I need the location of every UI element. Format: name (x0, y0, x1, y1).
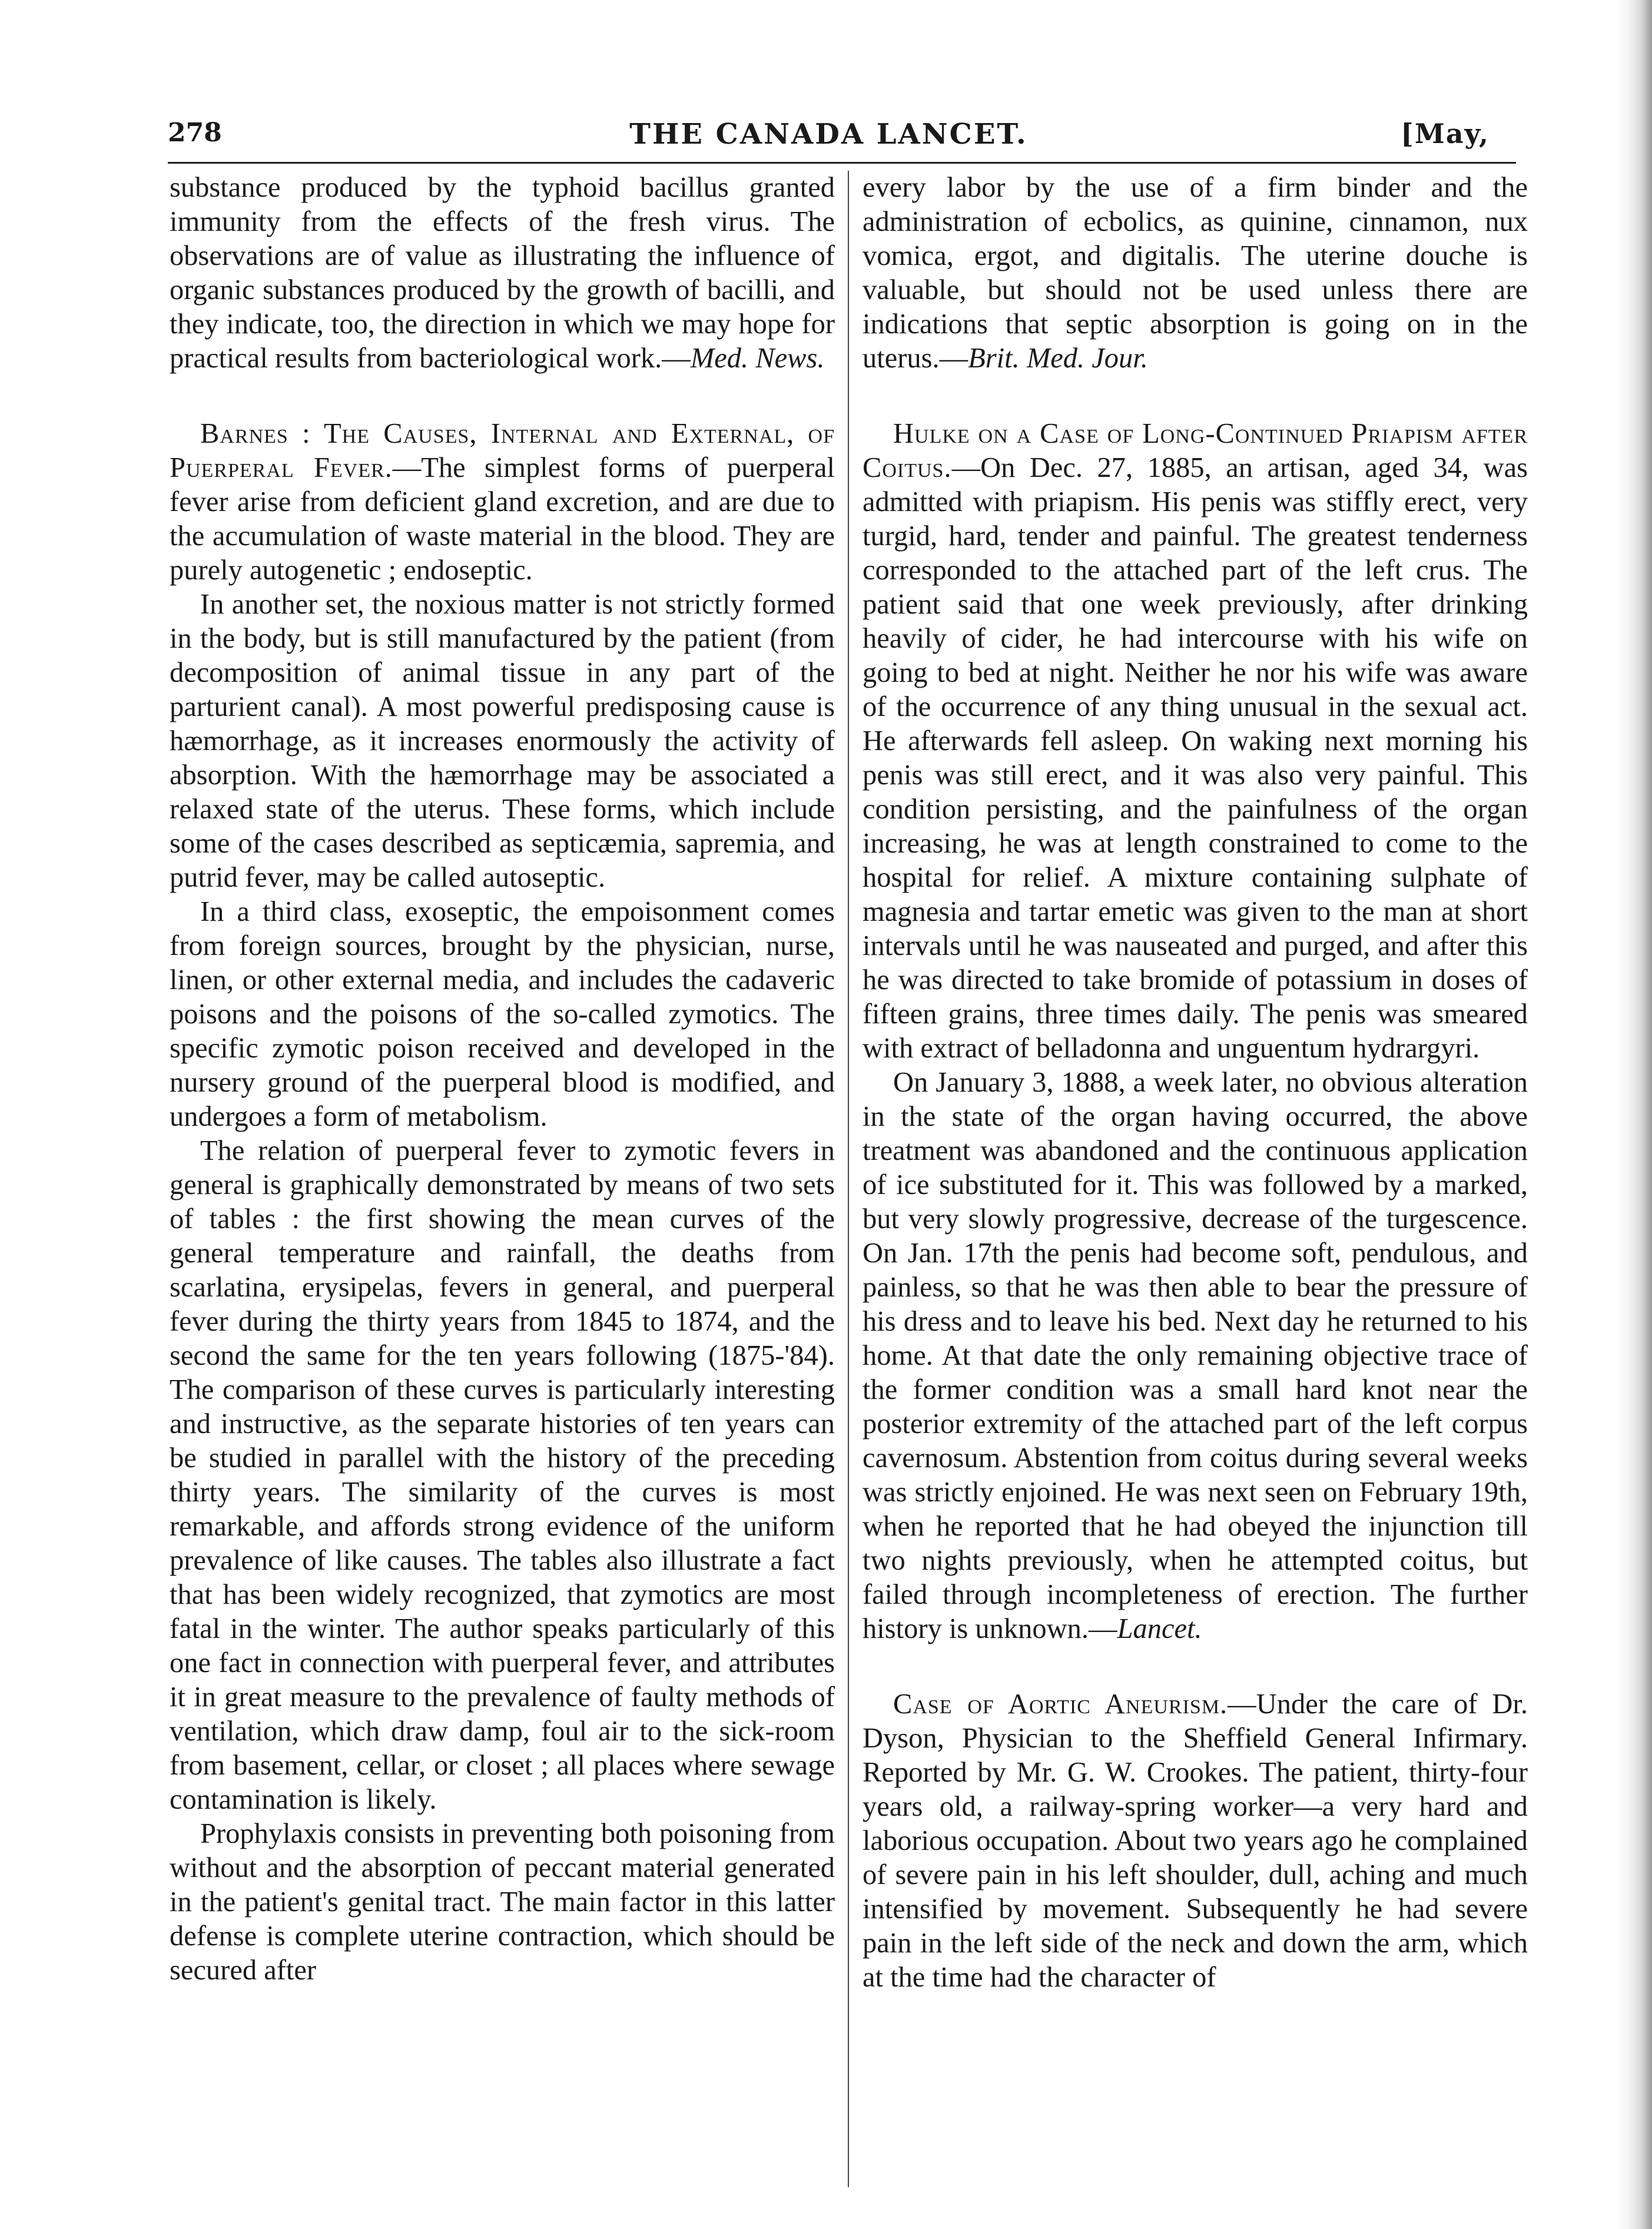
scan-binding-edge (1617, 0, 1652, 2229)
barnes-paragraph-4: The relation of puerperal fever to zymotic fevers in general is graphically demonstrated by means of two sets of tables : the first showing the mean curves of the general temperature and rainfall, the deaths from scarlatina, erysipelas, fevers in general, and puerperal fever during the thirty years from 1845 to 1874, and the second the same for the ten years following (1875-'84). The comparison of these curves is particularly interesting and instructive, as the separate histories of ten years can be studied in parallel with the history of the preceding thirty years. The similarity of the curves is most remarkable, and affords strong evidence of the uniform prevalence of like causes. The tables also illustrate a fact that has been widely recognized, that zymotics are most fatal in the winter. The author speaks particularly of this one fact in connection with puerperal fever, and attributes it in great measure to the prevalence of faulty methods of ventilation, which draw damp, foul air to the sick-room from basement, cellar, or closet ; all places where sewage contamination is likely. (170, 1135, 835, 1815)
header-rule (168, 162, 1516, 164)
right-column (863, 171, 1528, 1995)
journal-title: THE CANADA LANCET. (629, 118, 1028, 151)
barnes-paragraph-3: In a third class, exoseptic, the empoisonment comes from foreign sources, brought by the physician, nurse, linen, or other external media, and includes the cadaveric poisons and the poisons of the so-called zymotics. The specific zymotic poison received and developed in the nursery ground of the puerperal blood is modified, and undergoes a form of metabolism. (170, 896, 835, 1132)
hulke-paragraph-2-text: On January 3, 1888, a week later, no obvious alteration in the state of the organ having occurred, the above treatment was abandoned and the continuous application of ice substituted for it. This was followed by a marked, but very slowly progressive, decrease of the turgescence. On Jan. 17th the penis had become soft, pendulous, and painless, so that he was then able to bear the pressure of his dress and to leave his bed. Next day he returned to his home. At that date the only remaining objective trace of the former condition was a small hard knot near the posterior extremity of the attached part of the left corpus cavernosum. Abstention from coitus during several weeks was strictly enjoined. He was next seen on February 19th, when he reported that he had obeyed the injunction till two nights previously, when he attempted coitus, but failed through incompleteness of erection. The further history is unknown.— (863, 1067, 1528, 1644)
hulke-article-start (863, 417, 1528, 1066)
column-divider (848, 171, 849, 2187)
typhoid-source: Med. News. (690, 343, 825, 374)
hulke-source: Lancet. (1117, 1613, 1202, 1644)
barnes-paragraph-1: —The simplest forms of puerperal fever arise from deficient gland excretion, and are due to the accumulation of waste material in the blood. They are purely autogenetic ; endoseptic. (170, 452, 835, 586)
barnes-source: Brit. Med. Jour. (968, 343, 1148, 374)
page-header (168, 118, 1490, 159)
aortic-article-heading: Case of Aortic Aneurism. (893, 1689, 1228, 1720)
barnes-article-heading: Barnes : The Causes, Internal and External, of Puerperal Fever. (170, 418, 835, 483)
left-column (170, 171, 835, 1988)
hulke-paragraph-2 (863, 1066, 1528, 1646)
issue-month: [May, (1401, 118, 1490, 150)
hulke-paragraph-1: —On Dec. 27, 1885, an artisan, aged 34, was admitted with priapism. His penis was stiffly erect, very turgid, hard, tender and painful. The greatest tenderness corresponded to the attached part of the left crus. The patient said that one week previously, after drinking heavily of cider, he had intercourse with his wife on going to bed at night. Neither he nor his wife was aware of the occurrence of any thing unusual in the sexual act. He afterwards fell asleep. On waking next morning his penis was still erect, and it was also very painful. This condition persisting, and the painfulness of the organ increasing, he was at length constrained to come to the hospital for relief. A mixture containing sulphate of magnesia and tartar emetic was given to the man at short intervals until he was nauseated and purged, and after this he was directed to take bromide of potassium in doses of fifteen grains, three times daily. The penis was smeared with extract of belladonna and unguentum hydrargyri. (863, 452, 1528, 1064)
page-number: 278 (168, 118, 222, 148)
barnes-continuation-text: every labor by the use of a firm binder and the administration of ecbolics, as quinine, cinnamon, nux vomica, ergot, and digitalis. The uterine douche is valuable, but should not be used unless there are indications that septic absorption is going on in the uterus.— (863, 172, 1528, 374)
barnes-article-start (170, 417, 835, 588)
typhoid-article-end (170, 171, 835, 376)
barnes-paragraph-5: Prophylaxis consists in preventing both poisoning from without and the absorption of peccant material generated in the patient's genital tract. The main factor in this latter defense is complete uterine contraction, which should be secured after (170, 1818, 835, 1986)
aortic-paragraph-1: —Under the care of Dr. Dyson, Physician to the Sheffield General Infirmary. Reported by Mr. G. W. Crookes. The patient, thirty-four years old, a railway-spring worker—a very hard and laborious occupation. About two years ago he complained of severe pain in his left shoulder, dull, aching and much intensified by movement. Subsequently he had severe pain in the left side of the neck and down the arm, which at the time had the character of (863, 1689, 1528, 1993)
barnes-article-continuation (863, 171, 1528, 376)
aortic-article-start (863, 1687, 1528, 1995)
typhoid-paragraph: substance produced by the typhoid bacillus granted immunity from the effects of the fresh virus. The observations are of value as illustrating the influence of organic substances produced by the growth of bacilli, and they indicate, too, the direction in which we may hope for practical results from bacteriological work.— (170, 172, 835, 374)
barnes-paragraph-2: In another set, the noxious matter is not strictly formed in the body, but is still manufactured by the patient (from decomposition of animal tissue in any part of the parturient canal). A most powerful predisposing cause is hæmorrhage, as it increases enormously the activity of absorption. With the hæmorrhage may be associated a relaxed state of the uterus. These forms, which include some of the cases described as septicæmia, sapremia, and putrid fever, may be called autoseptic. (170, 589, 835, 893)
hulke-article-heading: Hulke on a Case of Long-Continued Priapism after Coitus. (863, 418, 1528, 483)
